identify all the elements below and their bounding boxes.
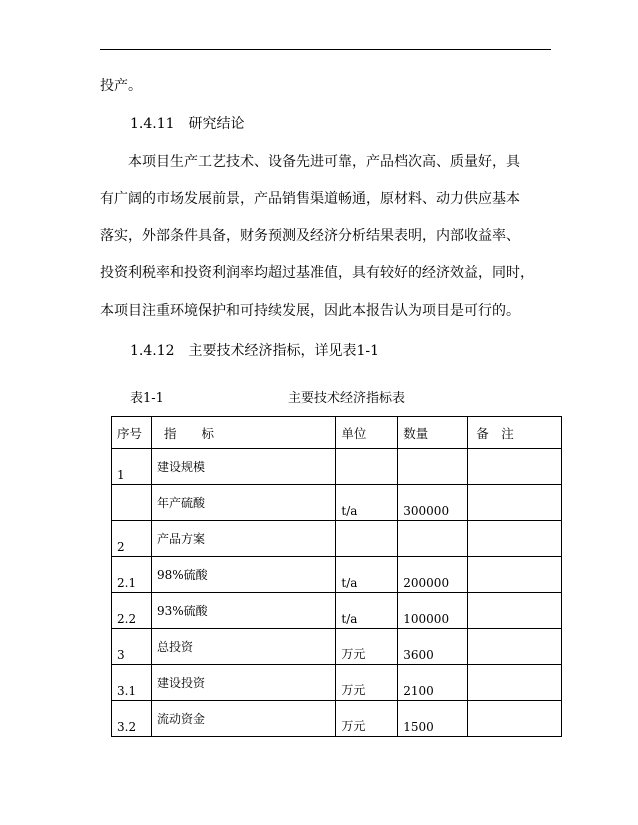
cell-item: 93%硫酸	[151, 593, 335, 629]
table-number: 表1-1	[130, 391, 164, 406]
cell-no: 3.2	[112, 701, 152, 737]
table-row	[112, 593, 562, 629]
cell-qty: 100000	[398, 593, 468, 629]
table-row	[112, 521, 562, 557]
paragraph-line-1: 本项目生产工艺技术、设备先进可靠，产品档次高、质量好，具	[128, 154, 520, 170]
cell-qty	[398, 521, 468, 557]
text-line-continuation: 投产。	[100, 78, 142, 94]
indicator-table	[111, 416, 562, 737]
cell-note	[468, 629, 562, 665]
table-row	[112, 485, 562, 521]
cell-no: 2.2	[112, 593, 152, 629]
cell-unit: t/a	[336, 593, 398, 629]
cell-item: 建设规模	[151, 449, 335, 485]
cell-unit	[336, 449, 398, 485]
header-cell: 数量	[398, 417, 468, 449]
header-rule	[100, 49, 551, 50]
cell-no: 1	[112, 449, 152, 485]
table-header-row	[112, 417, 562, 449]
cell-unit: t/a	[336, 557, 398, 593]
cell-no: 2	[112, 521, 152, 557]
cell-unit: 万元	[336, 665, 398, 701]
header-cell: 指 标	[151, 417, 335, 449]
header-cell: 备 注	[468, 417, 562, 449]
section-heading-1-4-12: 1.4.12 主要技术经济指标，详见表1-1	[130, 343, 380, 359]
paragraph-line-5: 本项目注重环境保护和可持续发展，因此本报告认为项目是可行的。	[100, 303, 520, 319]
table-row	[112, 449, 562, 485]
cell-unit	[336, 521, 398, 557]
table-row	[112, 665, 562, 701]
cell-qty	[398, 449, 468, 485]
cell-item: 总投资	[151, 629, 335, 665]
cell-no: 2.1	[112, 557, 152, 593]
table-title: 主要技术经济指标表	[288, 391, 406, 406]
cell-item: 流动资金	[151, 701, 335, 737]
paragraph-line-4: 投资利税率和投资利润率均超过基准值，具有较好的经济效益，同时，	[100, 265, 534, 281]
cell-item: 98%硫酸	[151, 557, 335, 593]
header-cell: 序号	[112, 417, 152, 449]
cell-qty: 200000	[398, 557, 468, 593]
cell-unit: 万元	[336, 629, 398, 665]
table-row	[112, 701, 562, 737]
table-row	[112, 629, 562, 665]
cell-qty: 300000	[398, 485, 468, 521]
cell-unit: t/a	[336, 485, 398, 521]
paragraph-line-3: 落实，外部条件具备，财务预测及经济分析结果表明，内部收益率、	[100, 228, 520, 244]
cell-note	[468, 701, 562, 737]
cell-qty: 1500	[398, 701, 468, 737]
paragraph-line-2: 有广阔的市场发展前景，产品销售渠道畅通，原材料、动力供应基本	[100, 191, 520, 207]
cell-unit: 万元	[336, 701, 398, 737]
cell-item: 产品方案	[151, 521, 335, 557]
cell-note	[468, 665, 562, 701]
cell-note	[468, 521, 562, 557]
cell-no: 3.1	[112, 665, 152, 701]
cell-qty: 2100	[398, 665, 468, 701]
cell-note	[468, 593, 562, 629]
cell-note	[468, 449, 562, 485]
cell-note	[468, 485, 562, 521]
section-heading-1-4-11: 1.4.11 研究结论	[130, 116, 245, 132]
cell-note	[468, 557, 562, 593]
cell-no	[112, 485, 152, 521]
table-row	[112, 557, 562, 593]
cell-qty: 3600	[398, 629, 468, 665]
cell-no: 3	[112, 629, 152, 665]
cell-item: 建设投资	[151, 665, 335, 701]
cell-item: 年产硫酸	[151, 485, 335, 521]
header-cell: 单位	[336, 417, 398, 449]
